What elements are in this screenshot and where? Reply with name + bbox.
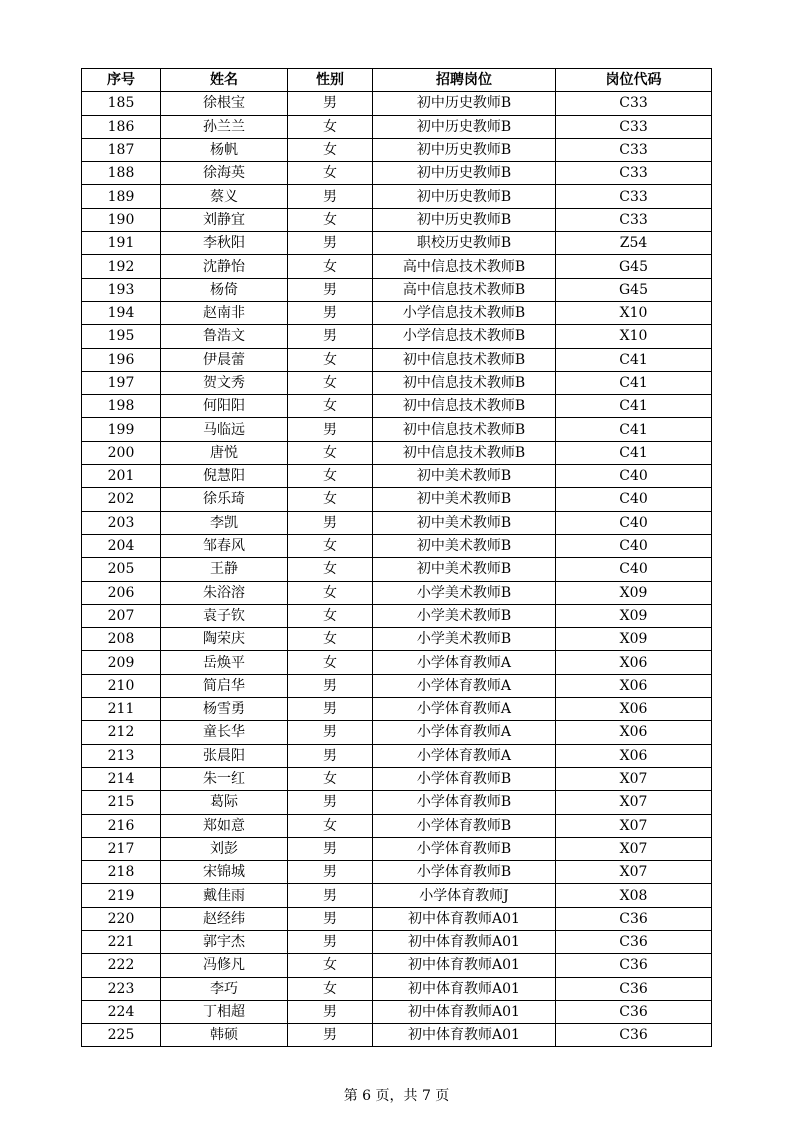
cell-serial-number: 185 <box>82 92 161 115</box>
cell-serial-number: 225 <box>82 1024 161 1047</box>
cell-position: 小学体育教师A <box>373 721 556 744</box>
cell-name: 宋锦城 <box>161 861 288 884</box>
table-row <box>82 511 712 534</box>
cell-gender: 男 <box>288 698 373 721</box>
cell-serial-number: 188 <box>82 162 161 185</box>
table-row <box>82 767 712 790</box>
cell-gender: 女 <box>288 395 373 418</box>
header-name: 姓名 <box>161 69 288 92</box>
cell-position: 小学体育教师B <box>373 814 556 837</box>
cell-serial-number: 195 <box>82 325 161 348</box>
cell-name: 杨倚 <box>161 278 288 301</box>
cell-gender: 男 <box>288 92 373 115</box>
cell-position-code: C40 <box>556 465 712 488</box>
table-row <box>82 930 712 953</box>
cell-name: 冯修凡 <box>161 954 288 977</box>
cell-gender: 男 <box>288 1024 373 1047</box>
cell-position-code: C33 <box>556 185 712 208</box>
header-position-code: 岗位代码 <box>556 69 712 92</box>
table-row <box>82 744 712 767</box>
cell-position-code: C33 <box>556 208 712 231</box>
table-row <box>82 907 712 930</box>
cell-position-code: C40 <box>556 558 712 581</box>
cell-position-code: X07 <box>556 861 712 884</box>
cell-name: 倪慧阳 <box>161 465 288 488</box>
cell-position: 小学信息技术教师B <box>373 301 556 324</box>
cell-name: 邹春风 <box>161 534 288 557</box>
cell-gender: 女 <box>288 255 373 278</box>
cell-position-code: C40 <box>556 488 712 511</box>
cell-position: 初中体育教师A01 <box>373 1024 556 1047</box>
cell-serial-number: 191 <box>82 232 161 255</box>
cell-position-code: C41 <box>556 348 712 371</box>
cell-gender: 女 <box>288 162 373 185</box>
cell-gender: 女 <box>288 208 373 231</box>
cell-position: 初中信息技术教师B <box>373 348 556 371</box>
cell-serial-number: 194 <box>82 301 161 324</box>
table-row <box>82 558 712 581</box>
cell-serial-number: 218 <box>82 861 161 884</box>
cell-position-code: X07 <box>556 837 712 860</box>
table-body <box>82 92 712 1047</box>
cell-serial-number: 196 <box>82 348 161 371</box>
cell-gender: 女 <box>288 441 373 464</box>
cell-position: 初中体育教师A01 <box>373 930 556 953</box>
cell-position-code: C40 <box>556 511 712 534</box>
cell-position: 初中历史教师B <box>373 185 556 208</box>
cell-position-code: X07 <box>556 767 712 790</box>
cell-gender: 男 <box>288 278 373 301</box>
table-row <box>82 674 712 697</box>
cell-name: 徐根宝 <box>161 92 288 115</box>
cell-position: 小学美术教师B <box>373 581 556 604</box>
cell-name: 徐乐琦 <box>161 488 288 511</box>
cell-serial-number: 209 <box>82 651 161 674</box>
cell-name: 何阳阳 <box>161 395 288 418</box>
cell-serial-number: 211 <box>82 698 161 721</box>
cell-gender: 男 <box>288 930 373 953</box>
cell-name: 戴佳雨 <box>161 884 288 907</box>
table-row <box>82 395 712 418</box>
table-row <box>82 791 712 814</box>
cell-position: 小学体育教师B <box>373 791 556 814</box>
cell-position-code: C33 <box>556 115 712 138</box>
cell-serial-number: 212 <box>82 721 161 744</box>
cell-serial-number: 199 <box>82 418 161 441</box>
cell-position-code: C36 <box>556 1024 712 1047</box>
table-row <box>82 301 712 324</box>
table-row <box>82 115 712 138</box>
cell-position-code: X06 <box>556 698 712 721</box>
cell-gender: 男 <box>288 1000 373 1023</box>
cell-serial-number: 217 <box>82 837 161 860</box>
cell-position-code: C36 <box>556 1000 712 1023</box>
cell-name: 郭宇杰 <box>161 930 288 953</box>
cell-gender: 女 <box>288 371 373 394</box>
cell-gender: 女 <box>288 465 373 488</box>
cell-gender: 女 <box>288 651 373 674</box>
table-row <box>82 1024 712 1047</box>
cell-position-code: X08 <box>556 884 712 907</box>
cell-position: 高中信息技术教师B <box>373 278 556 301</box>
cell-position-code: C36 <box>556 930 712 953</box>
cell-serial-number: 220 <box>82 907 161 930</box>
cell-gender: 女 <box>288 814 373 837</box>
cell-position-code: X09 <box>556 604 712 627</box>
table-row <box>82 488 712 511</box>
cell-gender: 女 <box>288 558 373 581</box>
cell-position-code: C36 <box>556 977 712 1000</box>
cell-position-code: C41 <box>556 441 712 464</box>
cell-position-code: X07 <box>556 814 712 837</box>
cell-gender: 男 <box>288 325 373 348</box>
cell-serial-number: 203 <box>82 511 161 534</box>
cell-position: 初中历史教师B <box>373 138 556 161</box>
cell-gender: 女 <box>288 767 373 790</box>
cell-gender: 男 <box>288 791 373 814</box>
cell-position: 初中体育教师A01 <box>373 907 556 930</box>
cell-position: 小学体育教师B <box>373 767 556 790</box>
cell-position: 小学美术教师B <box>373 604 556 627</box>
cell-position: 小学体育教师A <box>373 744 556 767</box>
cell-name: 贺文秀 <box>161 371 288 394</box>
table-row <box>82 185 712 208</box>
cell-position: 初中历史教师B <box>373 115 556 138</box>
cell-gender: 女 <box>288 977 373 1000</box>
cell-position-code: C36 <box>556 954 712 977</box>
table-row <box>82 208 712 231</box>
cell-position: 小学体育教师J <box>373 884 556 907</box>
cell-position: 初中美术教师B <box>373 558 556 581</box>
cell-serial-number: 202 <box>82 488 161 511</box>
cell-serial-number: 223 <box>82 977 161 1000</box>
cell-gender: 女 <box>288 628 373 651</box>
cell-position-code: X06 <box>556 744 712 767</box>
cell-position: 小学体育教师B <box>373 837 556 860</box>
cell-gender: 女 <box>288 581 373 604</box>
table-row <box>82 604 712 627</box>
cell-serial-number: 216 <box>82 814 161 837</box>
cell-position: 初中信息技术教师B <box>373 418 556 441</box>
table-row <box>82 278 712 301</box>
table-row <box>82 441 712 464</box>
cell-name: 李秋阳 <box>161 232 288 255</box>
table-row <box>82 628 712 651</box>
cell-gender: 男 <box>288 861 373 884</box>
table-row <box>82 92 712 115</box>
cell-position: 初中历史教师B <box>373 162 556 185</box>
table-row <box>82 1000 712 1023</box>
cell-name: 张晨阳 <box>161 744 288 767</box>
cell-gender: 女 <box>288 534 373 557</box>
cell-gender: 男 <box>288 185 373 208</box>
cell-gender: 男 <box>288 744 373 767</box>
cell-name: 李巧 <box>161 977 288 1000</box>
cell-serial-number: 193 <box>82 278 161 301</box>
cell-gender: 男 <box>288 721 373 744</box>
roster-table <box>81 68 712 1047</box>
cell-name: 王静 <box>161 558 288 581</box>
cell-gender: 男 <box>288 511 373 534</box>
cell-name: 朱浴溶 <box>161 581 288 604</box>
cell-name: 刘彭 <box>161 837 288 860</box>
cell-name: 赵南非 <box>161 301 288 324</box>
cell-position: 初中信息技术教师B <box>373 371 556 394</box>
cell-serial-number: 221 <box>82 930 161 953</box>
cell-position: 初中美术教师B <box>373 465 556 488</box>
cell-position: 初中美术教师B <box>373 534 556 557</box>
table-row <box>82 884 712 907</box>
cell-gender: 男 <box>288 907 373 930</box>
table-row <box>82 534 712 557</box>
cell-position-code: X06 <box>556 721 712 744</box>
table-row <box>82 651 712 674</box>
cell-position-code: Z54 <box>556 232 712 255</box>
cell-serial-number: 204 <box>82 534 161 557</box>
cell-gender: 女 <box>288 954 373 977</box>
cell-name: 刘静宜 <box>161 208 288 231</box>
table-row <box>82 954 712 977</box>
cell-position: 小学体育教师B <box>373 861 556 884</box>
cell-name: 徐海英 <box>161 162 288 185</box>
cell-name: 丁相超 <box>161 1000 288 1023</box>
cell-name: 杨帆 <box>161 138 288 161</box>
table-row <box>82 837 712 860</box>
cell-serial-number: 186 <box>82 115 161 138</box>
cell-position-code: C33 <box>556 162 712 185</box>
cell-position: 初中体育教师A01 <box>373 1000 556 1023</box>
cell-name: 郑如意 <box>161 814 288 837</box>
cell-position: 初中体育教师A01 <box>373 954 556 977</box>
cell-name: 蔡义 <box>161 185 288 208</box>
table-row <box>82 977 712 1000</box>
cell-name: 陶荣庆 <box>161 628 288 651</box>
cell-position: 小学美术教师B <box>373 628 556 651</box>
cell-position-code: G45 <box>556 278 712 301</box>
cell-position: 职校历史教师B <box>373 232 556 255</box>
cell-position: 小学体育教师A <box>373 651 556 674</box>
cell-serial-number: 222 <box>82 954 161 977</box>
cell-gender: 男 <box>288 418 373 441</box>
table-row <box>82 465 712 488</box>
cell-position-code: C36 <box>556 907 712 930</box>
cell-name: 葛际 <box>161 791 288 814</box>
cell-position-code: X07 <box>556 791 712 814</box>
header-gender: 性别 <box>288 69 373 92</box>
cell-serial-number: 192 <box>82 255 161 278</box>
cell-serial-number: 189 <box>82 185 161 208</box>
table-row <box>82 162 712 185</box>
cell-name: 沈静怡 <box>161 255 288 278</box>
cell-gender: 男 <box>288 837 373 860</box>
cell-serial-number: 200 <box>82 441 161 464</box>
page-footer: 第 6 页，共 7 页 <box>343 1088 450 1104</box>
cell-position-code: X10 <box>556 325 712 348</box>
cell-name: 岳焕平 <box>161 651 288 674</box>
cell-name: 唐悦 <box>161 441 288 464</box>
table-row <box>82 861 712 884</box>
cell-gender: 女 <box>288 604 373 627</box>
cell-serial-number: 208 <box>82 628 161 651</box>
cell-serial-number: 206 <box>82 581 161 604</box>
header-serial-number: 序号 <box>82 69 161 92</box>
cell-position: 初中历史教师B <box>373 92 556 115</box>
cell-position-code: X09 <box>556 581 712 604</box>
cell-position: 初中美术教师B <box>373 488 556 511</box>
cell-name: 马临远 <box>161 418 288 441</box>
table-row <box>82 325 712 348</box>
cell-gender: 女 <box>288 115 373 138</box>
cell-serial-number: 219 <box>82 884 161 907</box>
table-row <box>82 232 712 255</box>
table-row <box>82 348 712 371</box>
cell-gender: 男 <box>288 674 373 697</box>
table-row <box>82 721 712 744</box>
cell-position-code: X06 <box>556 674 712 697</box>
cell-position-code: C41 <box>556 371 712 394</box>
cell-serial-number: 210 <box>82 674 161 697</box>
cell-serial-number: 224 <box>82 1000 161 1023</box>
cell-position: 高中信息技术教师B <box>373 255 556 278</box>
header-position: 招聘岗位 <box>373 69 556 92</box>
cell-position: 小学体育教师A <box>373 698 556 721</box>
cell-name: 袁子钦 <box>161 604 288 627</box>
cell-name: 童长华 <box>161 721 288 744</box>
table-row <box>82 418 712 441</box>
cell-serial-number: 198 <box>82 395 161 418</box>
cell-serial-number: 207 <box>82 604 161 627</box>
cell-position: 初中体育教师A01 <box>373 977 556 1000</box>
cell-gender: 男 <box>288 232 373 255</box>
cell-position: 初中信息技术教师B <box>373 395 556 418</box>
cell-position: 初中信息技术教师B <box>373 441 556 464</box>
cell-position-code: X10 <box>556 301 712 324</box>
table-row <box>82 698 712 721</box>
table-row <box>82 581 712 604</box>
cell-name: 孙兰兰 <box>161 115 288 138</box>
cell-name: 杨雪勇 <box>161 698 288 721</box>
cell-position-code: C33 <box>556 92 712 115</box>
cell-name: 简启华 <box>161 674 288 697</box>
cell-position-code: X09 <box>556 628 712 651</box>
table-row <box>82 371 712 394</box>
cell-position: 初中美术教师B <box>373 511 556 534</box>
cell-position-code: G45 <box>556 255 712 278</box>
cell-gender: 女 <box>288 488 373 511</box>
cell-serial-number: 214 <box>82 767 161 790</box>
cell-name: 伊晨蕾 <box>161 348 288 371</box>
cell-position: 初中历史教师B <box>373 208 556 231</box>
cell-gender: 男 <box>288 884 373 907</box>
cell-gender: 女 <box>288 348 373 371</box>
cell-serial-number: 190 <box>82 208 161 231</box>
table-row <box>82 138 712 161</box>
cell-serial-number: 213 <box>82 744 161 767</box>
cell-position-code: C41 <box>556 395 712 418</box>
cell-position-code: C33 <box>556 138 712 161</box>
cell-name: 韩硕 <box>161 1024 288 1047</box>
cell-serial-number: 197 <box>82 371 161 394</box>
cell-position: 小学体育教师A <box>373 674 556 697</box>
cell-position-code: C40 <box>556 534 712 557</box>
cell-serial-number: 215 <box>82 791 161 814</box>
cell-name: 鲁浩文 <box>161 325 288 348</box>
cell-name: 赵经纬 <box>161 907 288 930</box>
cell-position: 小学信息技术教师B <box>373 325 556 348</box>
table-row <box>82 255 712 278</box>
header-row <box>82 69 712 92</box>
cell-serial-number: 187 <box>82 138 161 161</box>
table-row <box>82 814 712 837</box>
cell-serial-number: 201 <box>82 465 161 488</box>
cell-name: 李凯 <box>161 511 288 534</box>
cell-position-code: X06 <box>556 651 712 674</box>
cell-name: 朱一红 <box>161 767 288 790</box>
cell-position-code: C41 <box>556 418 712 441</box>
cell-serial-number: 205 <box>82 558 161 581</box>
cell-gender: 女 <box>288 138 373 161</box>
cell-gender: 男 <box>288 301 373 324</box>
